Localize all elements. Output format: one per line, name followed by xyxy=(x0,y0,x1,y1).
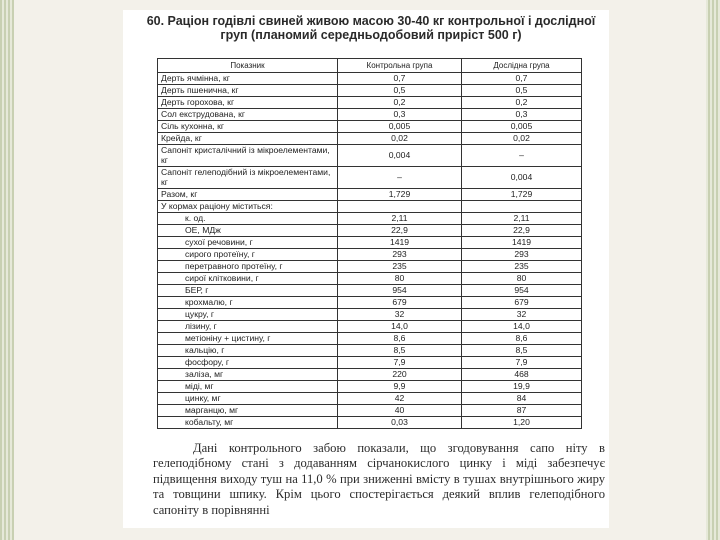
control-value: 0,004 xyxy=(338,145,462,167)
row-label: БЕР, г xyxy=(158,285,338,297)
table-row xyxy=(158,133,582,145)
row-label: крохмалю, г xyxy=(158,297,338,309)
table-row xyxy=(158,345,582,357)
experimental-value: 0,005 xyxy=(462,121,582,133)
experimental-value: 22,9 xyxy=(462,225,582,237)
experimental-value: 14,0 xyxy=(462,321,582,333)
control-value: 8,5 xyxy=(338,345,462,357)
experimental-value: – xyxy=(462,145,582,167)
table-row xyxy=(158,309,582,321)
table-row xyxy=(158,213,582,225)
control-value: 14,0 xyxy=(338,321,462,333)
control-value: 0,2 xyxy=(338,97,462,109)
row-label: У кормах раціону міститься: xyxy=(158,201,338,213)
table-row xyxy=(158,297,582,309)
ration-table xyxy=(157,58,582,429)
table-row xyxy=(158,85,582,97)
control-value: 0,02 xyxy=(338,133,462,145)
row-label: метіоніну + цистину, г xyxy=(158,333,338,345)
control-value xyxy=(338,201,462,213)
experimental-value: 679 xyxy=(462,297,582,309)
table-row xyxy=(158,285,582,297)
table-row xyxy=(158,417,582,429)
table-row xyxy=(158,237,582,249)
experimental-value: 80 xyxy=(462,273,582,285)
table-row xyxy=(158,189,582,201)
control-value: 1,729 xyxy=(338,189,462,201)
table-row xyxy=(158,201,582,213)
experimental-value: 32 xyxy=(462,309,582,321)
row-label: цукру, г xyxy=(158,309,338,321)
experimental-value: 0,7 xyxy=(462,73,582,85)
table-row xyxy=(158,333,582,345)
table-row xyxy=(158,145,582,167)
row-label: заліза, мг xyxy=(158,369,338,381)
control-value: 22,9 xyxy=(338,225,462,237)
control-value: 8,6 xyxy=(338,333,462,345)
header-control-group: Контрольна група xyxy=(338,59,462,73)
experimental-value xyxy=(462,201,582,213)
table-row xyxy=(158,225,582,237)
row-label: сухої речовини, г xyxy=(158,237,338,249)
table-header-row xyxy=(158,59,582,73)
experimental-value: 1,729 xyxy=(462,189,582,201)
experimental-value: 0,2 xyxy=(462,97,582,109)
row-label: Сапоніт гелеподібний із мікроелементами, кг xyxy=(158,167,338,189)
control-value: – xyxy=(338,167,462,189)
row-label: Дерть ячмінна, кг xyxy=(158,73,338,85)
left-border-decoration xyxy=(0,0,14,540)
experimental-value: 293 xyxy=(462,249,582,261)
table-row xyxy=(158,109,582,121)
table-row xyxy=(158,97,582,109)
control-value: 0,03 xyxy=(338,417,462,429)
body-paragraph: Дані контрольного забою показали, що згодовування сапо ніту в гелеподібному стані з додаванням сірчанокислого цинку і міді забезпечує підвищення виходу туш на 11,0 % при зниженні вмісту в тушах внутрішнього жиру та товщини шпику. Крім цього спостерігається деякий вплив гелеподібного сапоніту в порівнянні xyxy=(153,441,605,517)
control-value: 1419 xyxy=(338,237,462,249)
row-label: кобальту, мг xyxy=(158,417,338,429)
table-body xyxy=(158,73,582,429)
table-row xyxy=(158,381,582,393)
control-value: 235 xyxy=(338,261,462,273)
row-label: Крейда, кг xyxy=(158,133,338,145)
control-value: 2,11 xyxy=(338,213,462,225)
table-row xyxy=(158,273,582,285)
row-label: фосфору, г xyxy=(158,357,338,369)
row-label: кальцію, г xyxy=(158,345,338,357)
experimental-value: 0,02 xyxy=(462,133,582,145)
table-title: 60. Раціон годівлі свиней живою масою 30-40 кг контрольної і дослідної груп (планомий середньодобовий приріст 500 г) xyxy=(146,14,596,42)
control-value: 0,005 xyxy=(338,121,462,133)
table-row xyxy=(158,249,582,261)
row-label: Дерть пшенична, кг xyxy=(158,85,338,97)
experimental-value: 0,5 xyxy=(462,85,582,97)
table-row xyxy=(158,357,582,369)
row-label: цинку, мг xyxy=(158,393,338,405)
experimental-value: 468 xyxy=(462,369,582,381)
row-label: сирої клітковини, г xyxy=(158,273,338,285)
table-row xyxy=(158,121,582,133)
control-value: 40 xyxy=(338,405,462,417)
experimental-value: 8,5 xyxy=(462,345,582,357)
row-label: Дерть горохова, кг xyxy=(158,97,338,109)
experimental-value: 7,9 xyxy=(462,357,582,369)
document-page xyxy=(123,10,609,528)
control-value: 0,3 xyxy=(338,109,462,121)
table-row xyxy=(158,393,582,405)
control-value: 7,9 xyxy=(338,357,462,369)
control-value: 0,5 xyxy=(338,85,462,97)
row-label: сирого протеїну, г xyxy=(158,249,338,261)
experimental-value: 235 xyxy=(462,261,582,273)
row-label: Сапоніт кристалічний із мікроелементами, кг xyxy=(158,145,338,167)
experimental-value: 2,11 xyxy=(462,213,582,225)
experimental-value: 8,6 xyxy=(462,333,582,345)
table-row xyxy=(158,369,582,381)
control-value: 293 xyxy=(338,249,462,261)
experimental-value: 0,3 xyxy=(462,109,582,121)
control-value: 220 xyxy=(338,369,462,381)
row-label: к. од. xyxy=(158,213,338,225)
experimental-value: 1419 xyxy=(462,237,582,249)
row-label: Сіль кухонна, кг xyxy=(158,121,338,133)
row-label: ОЕ, МДж xyxy=(158,225,338,237)
control-value: 954 xyxy=(338,285,462,297)
table-row xyxy=(158,73,582,85)
row-label: лізину, г xyxy=(158,321,338,333)
experimental-value: 0,004 xyxy=(462,167,582,189)
right-border-decoration xyxy=(706,0,720,540)
row-label: Разом, кг xyxy=(158,189,338,201)
table-row xyxy=(158,167,582,189)
experimental-value: 954 xyxy=(462,285,582,297)
experimental-value: 1,20 xyxy=(462,417,582,429)
row-label: марганцю, мг xyxy=(158,405,338,417)
table-row xyxy=(158,261,582,273)
row-label: Сол екструдована, кг xyxy=(158,109,338,121)
control-value: 42 xyxy=(338,393,462,405)
table-row xyxy=(158,321,582,333)
control-value: 0,7 xyxy=(338,73,462,85)
control-value: 32 xyxy=(338,309,462,321)
control-value: 679 xyxy=(338,297,462,309)
table-row xyxy=(158,405,582,417)
header-experimental-group: Дослідна група xyxy=(462,59,582,73)
experimental-value: 84 xyxy=(462,393,582,405)
row-label: міді, мг xyxy=(158,381,338,393)
control-value: 80 xyxy=(338,273,462,285)
experimental-value: 87 xyxy=(462,405,582,417)
experimental-value: 19,9 xyxy=(462,381,582,393)
row-label: перетравного протеїну, г xyxy=(158,261,338,273)
control-value: 9,9 xyxy=(338,381,462,393)
header-indicator: Показник xyxy=(158,59,338,73)
